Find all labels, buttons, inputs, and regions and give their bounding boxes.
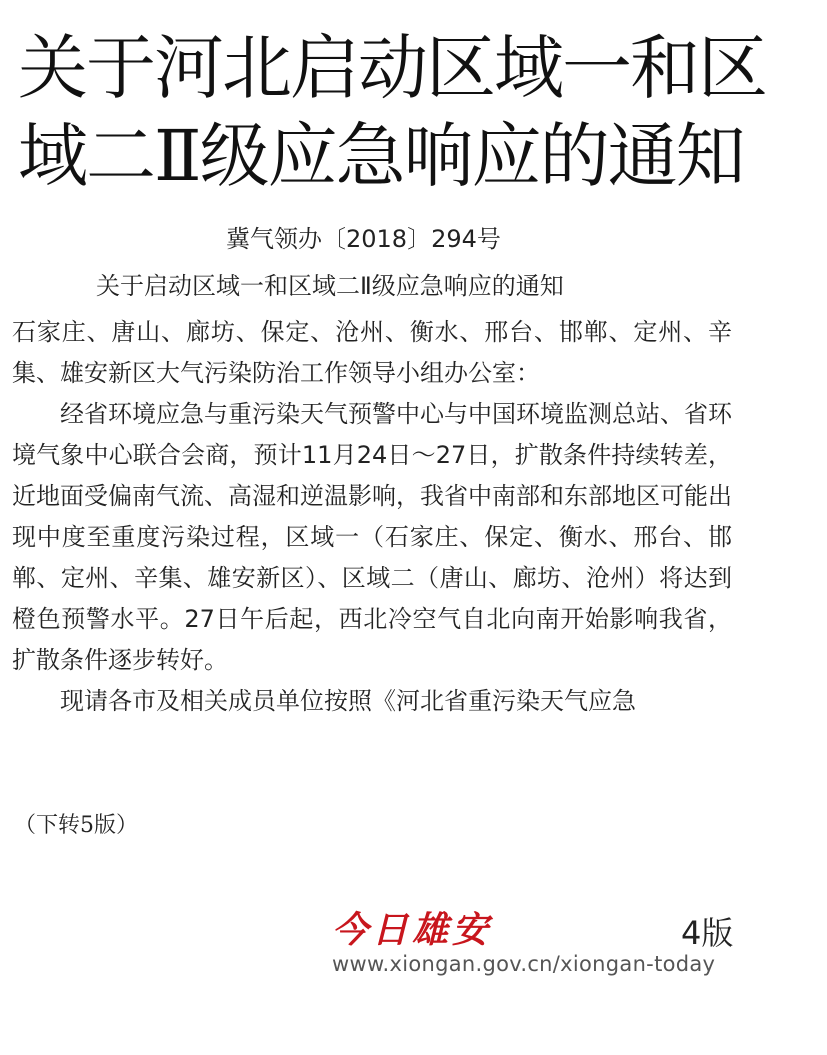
notice-subtitle: 关于启动区域一和区域二Ⅱ级应急响应的通知 xyxy=(96,272,564,300)
document-number: 冀气领办〔2018〕294号 xyxy=(226,225,501,253)
site-url: www.xiongan.gov.cn/xiongan-today xyxy=(332,952,716,976)
continued-note: （下转5版） xyxy=(14,813,138,838)
page-number-label: 4版 xyxy=(681,914,734,952)
body-paragraph-2: 现请各市及相关成员单位按照《河北省重污染天气应急 xyxy=(60,687,636,715)
publication-logo: 今日雄安 xyxy=(332,909,493,951)
body-paragraph-1: 经省环境应急与重污染天气预警中心与中国环境监测总站、省环境气象中心联合会商，预计11月24日～27日，扩散条件持续转差，近地面受偏南气流、高湿和逆温影响，我省中南部和东部地区可能出现中度至重度污染过程，区域一（石家庄、保定、衡水、邢台、邯郸、定州、辛集、雄安新区）、区域二（唐山、廊坊、沧州）将达到橙色预警水平。27日午后起，西北冷空气自北向南开始影响我省，扩散条件逐步转好。 xyxy=(12,400,732,674)
article-body xyxy=(12,312,732,722)
recipients-line: 石家庄、唐山、廊坊、保定、沧州、衡水、邢台、邯郸、定州、辛集、雄安新区大气污染防治工作领导小组办公室： xyxy=(12,318,732,387)
article-title: 关于河北启动区域一和区域二Ⅱ级应急响应的通知 xyxy=(18,27,766,197)
